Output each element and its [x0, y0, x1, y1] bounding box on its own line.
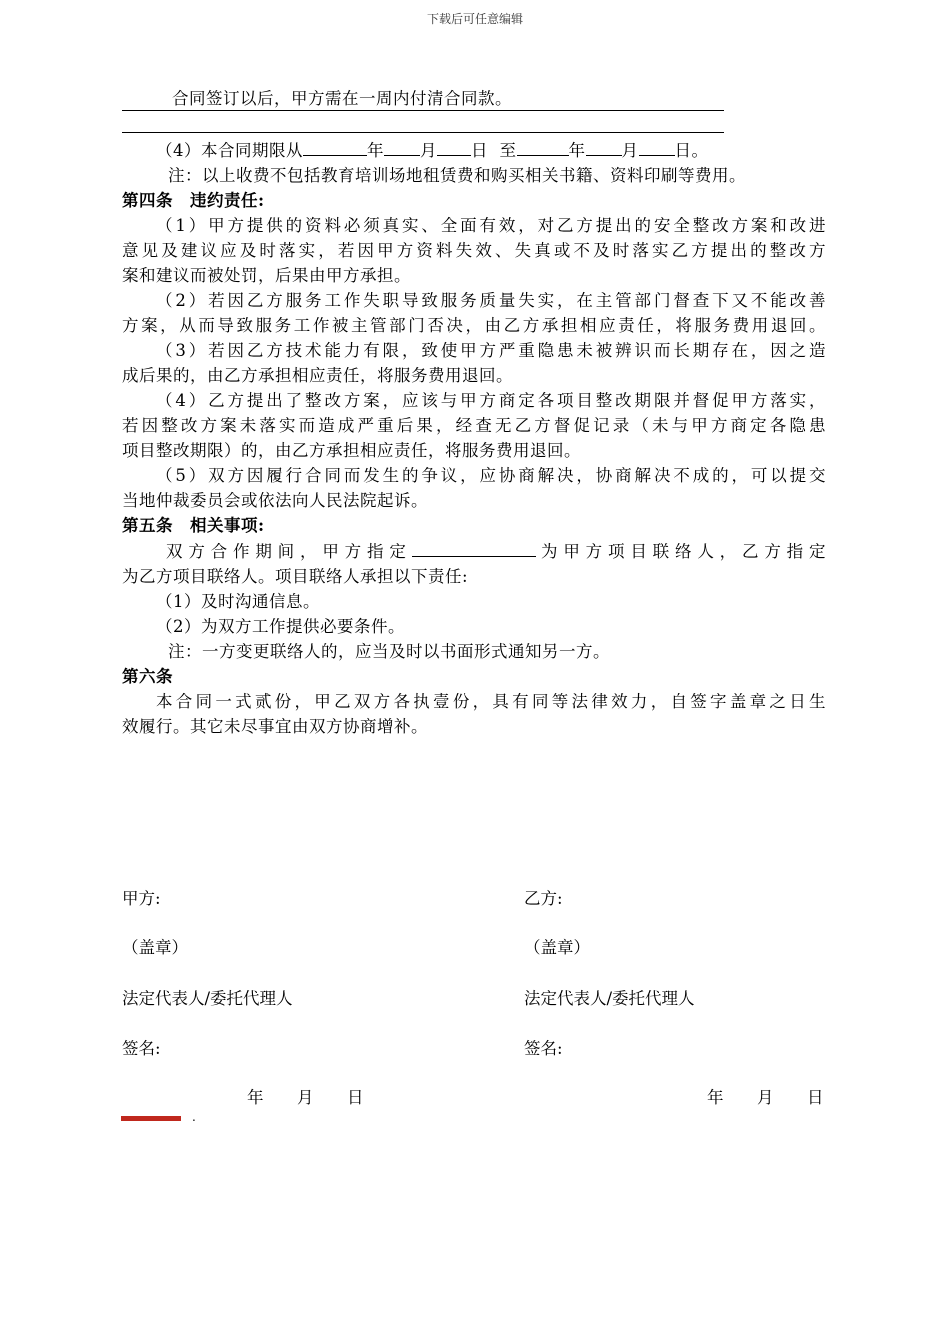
- blank-underline: [122, 111, 724, 133]
- article5-line-1-suffix: 为甲方项目联络人，乙方指定: [535, 542, 827, 561]
- article4-item-1-line-2: 意见及建议应及时落实，若因甲方资料失效、失真或不及时落实乙方提出的整改方: [122, 241, 826, 260]
- contract-body: [122, 86, 826, 739]
- article4-title: 第四条 违约责任:: [122, 191, 265, 210]
- fees-note: 注：以上收费不包括教育培训场地租赁费和购买相关书籍、资料印刷等费用。: [168, 166, 746, 185]
- party-b-seal: （盖章）: [524, 938, 590, 957]
- term-year1: 年: [367, 141, 384, 160]
- term-month2: 月: [621, 141, 639, 160]
- article5-item-2: （2）为双方工作提供必要条件。: [156, 617, 405, 636]
- article4-item-1-line-3: 案和建议而被处罚，后果由甲方承担。: [122, 266, 411, 285]
- article5-title: 第五条 相关事项:: [122, 516, 265, 535]
- payment-line: 合同签订以后，甲方需在一周内付清合同款。: [122, 86, 724, 111]
- article4-item-3: [122, 338, 826, 388]
- article5-line-1: [122, 538, 826, 564]
- article4-item-4-line-2: 若因整改方案未落实而造成严重后果，经查无乙方督促记录（未与甲方商定各隐患: [122, 416, 826, 435]
- term-year2: 年: [568, 141, 586, 160]
- party-a-seal: （盖章）: [122, 938, 188, 957]
- term-end-month-blank[interactable]: [586, 137, 622, 156]
- party-a-date-year: 年: [247, 1088, 264, 1107]
- party-b-label: 乙方:: [524, 889, 563, 908]
- article5-note: 注：一方变更联络人的，应当及时以书面形式通知另一方。: [168, 642, 610, 661]
- article4-item-4-line-3: 项目整改期限）的，由乙方承担相应责任，将服务费用退回。: [122, 441, 581, 460]
- article4-item-2-line-1: （2）若因乙方服务工作失职导致服务质量失实，在主管部门督查下又不能改善: [156, 291, 826, 310]
- article4-item-3-line-1: （3）若因乙方技术能力有限，致使甲方严重隐患未被辨识而长期存在，因之造: [156, 341, 826, 360]
- article4-item-1: [122, 213, 826, 288]
- party-b-sign: 签名:: [524, 1039, 563, 1058]
- article6-line-2: 效履行。其它未尽事宜由双方协商增补。: [122, 717, 428, 736]
- party-a-label: 甲方:: [122, 889, 161, 908]
- article5-line-1-prefix: 双方合作期间，甲方指定: [166, 542, 412, 561]
- party-a-date-month: 月: [297, 1088, 314, 1107]
- term-day1: 日: [471, 141, 488, 160]
- article4-item-5-line-1: （5）双方因履行合同而发生的争议，应协商解决，协商解决不成的，可以提交: [156, 466, 826, 485]
- article4-item-3-line-2: 成后果的，由乙方承担相应责任，将服务费用退回。: [122, 366, 513, 385]
- term-end-year-blank[interactable]: [517, 137, 569, 156]
- party-b-date-year: 年: [707, 1088, 724, 1107]
- article6-line-1: 本合同一式贰份，甲乙双方各执壹份，具有同等法律效力，自签字盖章之日生: [156, 692, 826, 711]
- term-to: 至: [499, 141, 517, 160]
- term-start-year-blank[interactable]: [303, 137, 367, 156]
- footer-dot: .: [192, 1110, 196, 1124]
- article6-title: 第六条: [122, 667, 173, 686]
- party-a-contact-blank[interactable]: [412, 538, 536, 557]
- party-b-date-month: 月: [757, 1088, 774, 1107]
- term-day2: 日。: [674, 141, 709, 160]
- party-a-date-day: 日: [347, 1088, 364, 1107]
- red-mark: [121, 1116, 181, 1121]
- party-b-date-day: 日: [807, 1088, 824, 1107]
- article4-item-2-line-2: 方案，从而导致服务工作被主管部门否决，由乙方承担相应责任，将服务费用退回。: [122, 316, 826, 335]
- article4-item-5: [122, 463, 826, 513]
- article4-item-1-line-1: （1）甲方提供的资料必须真实、全面有效，对乙方提出的安全整改方案和改进: [156, 216, 826, 235]
- article4-item-4-line-1: （4）乙方提出了整改方案，应该与甲方商定各项目整改期限并督促甲方落实，: [156, 391, 826, 410]
- article4-item-4: [122, 388, 826, 463]
- term-prefix: （4）本合同期限从: [156, 141, 303, 160]
- party-a-representative: 法定代表人/委托代理人: [122, 989, 293, 1008]
- party-b-representative: 法定代表人/委托代理人: [524, 989, 695, 1008]
- term-line: [122, 137, 826, 163]
- party-b-date: [707, 1084, 824, 1108]
- article5-line-2: 为乙方项目联络人。项目联络人承担以下责任:: [122, 567, 469, 586]
- page-header: 下载后可任意编辑: [426, 12, 523, 26]
- article4-item-5-line-2: 当地仲裁委员会或依法向人民法院起诉。: [122, 491, 428, 510]
- article4-item-2: [122, 288, 826, 338]
- article5-item-1: （1）及时沟通信息。: [156, 592, 320, 611]
- term-month1: 月: [420, 141, 437, 160]
- term-start-month-blank[interactable]: [384, 137, 420, 156]
- party-a-date: [247, 1084, 364, 1108]
- term-start-day-blank[interactable]: [437, 137, 471, 156]
- party-a-sign: 签名:: [122, 1039, 161, 1058]
- term-end-day-blank[interactable]: [639, 137, 675, 156]
